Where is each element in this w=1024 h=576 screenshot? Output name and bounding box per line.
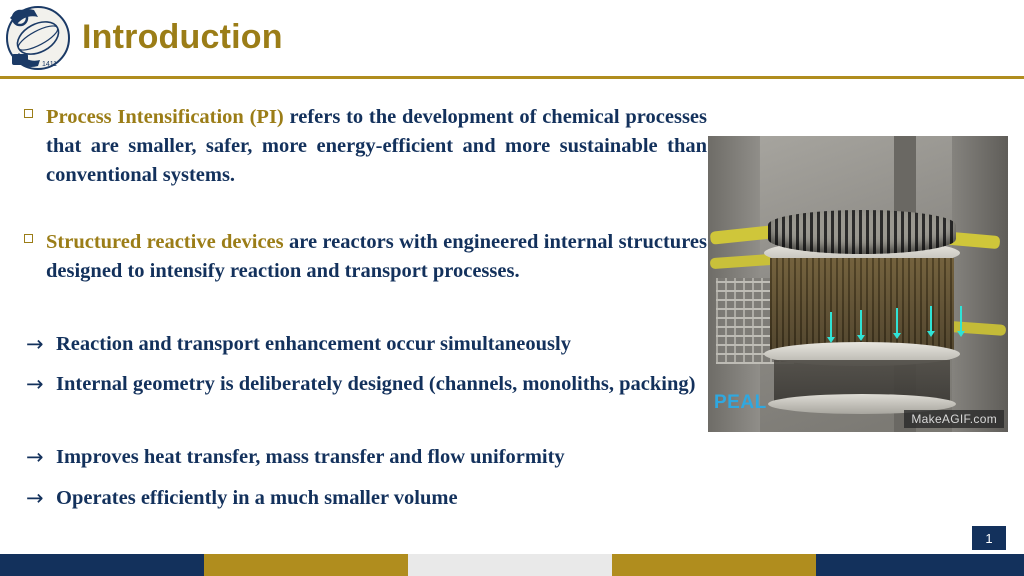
arrow-point-text: Internal geometry is deliberately designed (channels, monoliths, packing): [56, 373, 696, 395]
arrow-point-text: Operates efficiently in a much smaller volume: [56, 487, 458, 509]
figure-brand-label: PEAL: [714, 392, 767, 413]
arrow-right-icon: →: [26, 486, 44, 510]
arrow-point: [26, 443, 707, 472]
arrow-point-text: Reaction and transport enhancement occur simultaneously: [56, 333, 571, 355]
footer-segment: [612, 554, 816, 576]
bullet-text: [46, 228, 707, 286]
bullet-rest: are reactors with engineered internal structures designed to intensify reaction and transport processes.: [46, 231, 708, 282]
page-title: Introduction: [82, 18, 283, 56]
footer-segment: [204, 554, 408, 576]
slide-header: [0, 0, 1024, 78]
flow-arrow-icon: [830, 312, 832, 338]
bullet-highlight: Structured reactive devices: [46, 231, 284, 253]
arrow-point: [26, 330, 707, 359]
footer-segment: [408, 554, 612, 576]
bullet-item: [24, 103, 707, 190]
flow-arrow-icon: [960, 306, 962, 332]
arrow-point-text: Improves heat transfer, mass transfer and flow uniformity: [56, 446, 565, 468]
flow-arrow-icon: [930, 306, 932, 332]
figure-right-wall: [952, 136, 1008, 432]
vessel-tube-bundle: [768, 210, 956, 254]
structured-reactor-photo: [708, 136, 1008, 432]
arrow-right-icon: →: [26, 332, 44, 356]
arrow-point: [26, 370, 707, 399]
arrow-point: [26, 484, 707, 513]
square-bullet-icon: [24, 109, 33, 118]
footer-segment: [0, 554, 204, 576]
flow-arrow-icon: [896, 308, 898, 334]
flow-arrow-icon: [860, 310, 862, 336]
header-divider: [0, 76, 1024, 79]
bullet-highlight: Process Intensification (PI): [46, 106, 284, 128]
arrow-right-icon: →: [26, 372, 44, 396]
slide-footer: [0, 554, 1024, 576]
footer-segment: [816, 554, 1024, 576]
square-bullet-icon: [24, 234, 33, 243]
figure-watermark: MakeAGIF.com: [904, 410, 1004, 428]
bullet-item: [24, 228, 707, 286]
svg-text:1411: 1411: [42, 61, 58, 68]
university-crest-icon: [4, 2, 76, 76]
bullet-text: [46, 103, 707, 190]
bullet-rest: refers to the development of chemical processes that are smaller, safer, more energy-efficient and more sustainable than conventional systems.: [46, 106, 707, 186]
arrow-right-icon: →: [26, 445, 44, 469]
page-number-badge: 1: [972, 526, 1006, 550]
